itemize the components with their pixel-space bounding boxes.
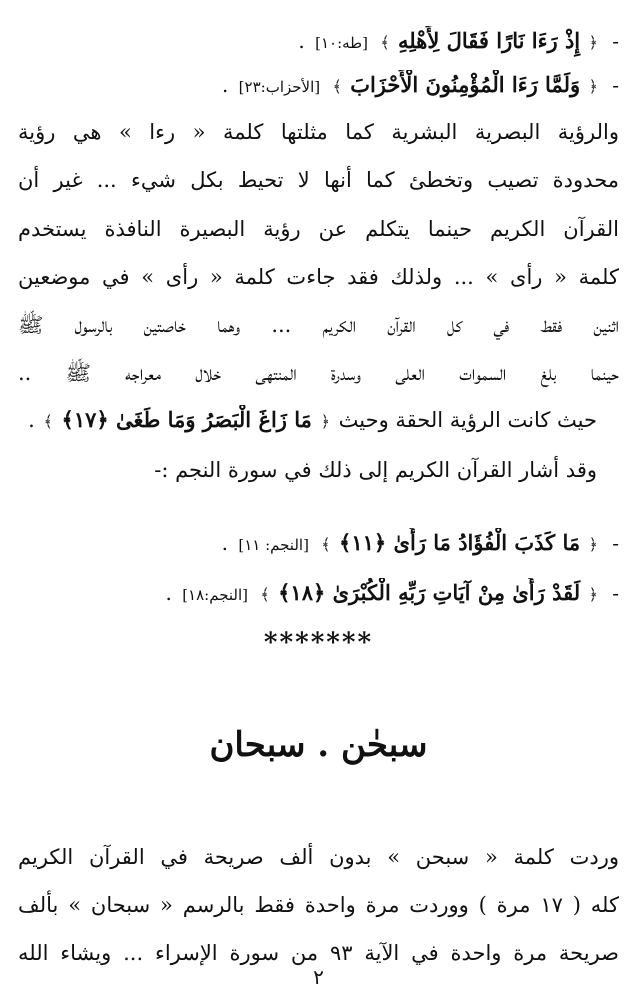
verse-end: . [165, 581, 172, 605]
ornament-open: ﴿ [588, 535, 598, 554]
section-heading: سبحٰن . سبحان [209, 725, 428, 765]
paragraph-line: كله ( ١٧ مرة ) ووردت مرة واحدة فقط بالرسم « سبحان » بألف [18, 893, 619, 917]
ornament-close: ﴾ [321, 535, 331, 554]
paragraph-line: حينما بلغ السموات العلى وسدرة المنتهى خلال معراجه ﷺ .. [18, 361, 619, 385]
ornament-close: ﴾ [332, 77, 342, 96]
ornament-open: ﴿ [588, 77, 598, 96]
quran-verse: مَا زَاغَ الْبَصَرُ وَمَا طَغَىٰ ﴿١٧﴾ [61, 407, 312, 432]
ornament-close: ﴾ [260, 585, 270, 604]
quran-verse: لَقَدْ رَأَىٰ مِنْ آيَاتِ رَبِّهِ الْكُبْرَىٰ ﴿١٨﴾ [278, 580, 581, 605]
verse-line-taha [18, 26, 619, 58]
ornament-close: ﴾ [380, 33, 390, 52]
list-dash: - [612, 73, 619, 97]
verse-reference: [طه:١٠] [315, 34, 368, 52]
verse-end: . [221, 73, 229, 97]
ornament-open: ﴿ [588, 585, 598, 604]
verse-reference: [النجم:١٨] [182, 586, 249, 604]
paragraph-line-with-verse [18, 405, 619, 437]
verse-end: . [28, 408, 35, 432]
verse-line-najm-18 [18, 578, 619, 610]
list-dash: - [612, 581, 619, 605]
paragraph-line: والرؤية البصرية البشرية كما مثلتها كلمة « رءا » هي رؤية [18, 120, 619, 144]
verse-line-ahzab [18, 70, 619, 102]
quran-verse: إِذْ رَءَا نَارًا فَقَالَ لِأَهْلِهِ [398, 28, 581, 53]
verse-end: . [298, 29, 305, 53]
intro-line: وقد أشار القرآن الكريم إلى ذلك في سورة النجم :- [154, 458, 597, 482]
ornament-close: ﴾ [43, 412, 53, 431]
ornament-open: ﴿ [320, 412, 330, 431]
section-separator: ******* [263, 628, 374, 658]
paragraph-text: حيث كانت الرؤية الحقة وحيث [338, 408, 597, 432]
quran-verse: وَلَمَّا رَءَا الْمُؤْمِنُونَ الْأَحْزَابَ [350, 72, 581, 97]
quran-verse: مَا كَذَبَ الْفُؤَادُ مَا رَأَىٰ ﴿١١﴾ [339, 530, 581, 555]
paragraph-line: القرآن الكريم حينما يتكلم عن رؤية البصيرة النافذة يستخدم [18, 217, 619, 241]
list-dash: - [612, 29, 619, 53]
ornament-open: ﴿ [588, 33, 598, 52]
paragraph-line: محدودة تصيب وتخطئ كما أنها لا تحيط بكل شيء ... غير أن [18, 168, 619, 192]
verse-line-najm-11 [18, 528, 619, 560]
paragraph-line: وردت كلمة « سبحن » بدون ألف صريحة في القرآن الكريم [18, 845, 619, 869]
paragraph-line: اثنين فقط في كل القرآن الكريم ... وهما خاصتين بالرسول ﷺ [18, 313, 619, 337]
verse-reference: [النجم: ١١] [238, 536, 309, 554]
verse-end: . [221, 531, 228, 555]
list-dash: - [612, 531, 619, 555]
page-number: ٢ [313, 965, 324, 989]
paragraph-line: كلمة « رأى » ... ولذلك فقد جاءت كلمة « رأى » في موضعين [18, 265, 619, 289]
paragraph-line: صريحة مرة واحدة في الآية ٩٣ من سورة الإسراء ... ويشاء الله [18, 941, 619, 965]
verse-reference: [الأحزاب:٢٣] [238, 78, 321, 96]
